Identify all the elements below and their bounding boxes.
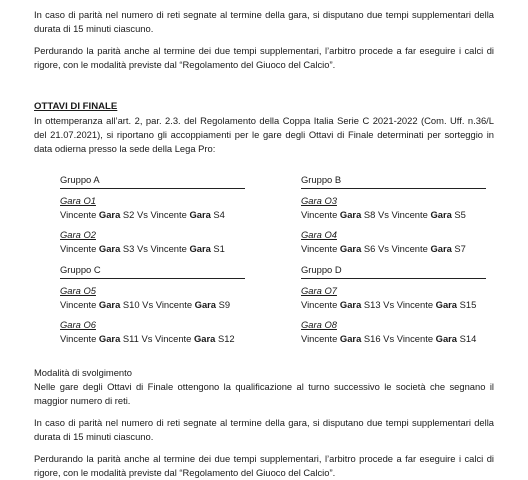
match-item (301, 318, 486, 346)
group-title: Gruppo D (301, 263, 486, 279)
match-item (60, 194, 245, 222)
match-code: Gara O7 (301, 285, 337, 296)
match-item (301, 194, 486, 222)
group-d (301, 263, 486, 352)
group-a (60, 173, 245, 262)
group-title: Gruppo A (60, 173, 245, 189)
match-code: Gara O1 (60, 195, 96, 206)
paragraph-tie-extra-time: In caso di parità nel numero di reti segnate al termine della gara, si disputano due tempi supplementari della durata di 15 minuti ciascuno. (34, 9, 494, 34)
match-pairing: Vincente Gara S16 Vs Vincente Gara S14 (301, 333, 477, 344)
section-intro: In ottemperanza all’art. 2, par. 2.3. del Regolamento della Coppa Italia Serie C 2021-2022 (Com. Uff. n.36/L del 21.07.2021), si riportano gli accoppiamenti per le gare degli Ottavi di Finale determinati per sorteggio in data odierna presso la sede della Lega Pro: (34, 115, 494, 154)
match-code: Gara O4 (301, 229, 337, 240)
match-pairing: Vincente Gara S10 Vs Vincente Gara S9 (60, 299, 231, 310)
match-code: Gara O6 (60, 319, 96, 330)
match-pairing: Vincente Gara S2 Vs Vincente Gara S4 (60, 209, 225, 220)
match-code: Gara O2 (60, 229, 96, 240)
match-item (301, 284, 486, 312)
match-code: Gara O8 (301, 319, 337, 330)
match-pairing: Vincente Gara S11 Vs Vincente Gara S12 (60, 333, 235, 344)
match-item (60, 228, 245, 256)
group-b (301, 173, 486, 262)
modalita-paragraph-qualification: Nelle gare degli Ottavi di Finale ottengono la qualificazione al turno successivo le società che segnano il maggior numero di reti. (34, 381, 494, 406)
section-heading: OTTAVI DI FINALE (34, 101, 118, 112)
group-title: Gruppo C (60, 263, 245, 279)
modalita-title: Modalità di svolgimento (34, 367, 132, 378)
match-pairing: Vincente Gara S13 Vs Vincente Gara S15 (301, 299, 477, 310)
match-item (301, 228, 486, 256)
group-title: Gruppo B (301, 173, 486, 189)
match-item (60, 284, 245, 312)
match-pairing: Vincente Gara S6 Vs Vincente Gara S7 (301, 243, 466, 254)
modalita-paragraph-extra-time: In caso di parità nel numero di reti segnate al termine della gara, si disputano due tempi supplementari della durata di 15 minuti ciascuno. (34, 417, 494, 442)
match-code: Gara O5 (60, 285, 96, 296)
paragraph-tie-penalties: Perdurando la parità anche al termine dei due tempi supplementari, l’arbitro procede a far eseguire i calci di rigore, con le modalità previste dal “Regolamento del Giuoco del Calcio”. (34, 45, 494, 70)
group-c (60, 263, 245, 352)
match-code: Gara O3 (301, 195, 337, 206)
match-pairing: Vincente Gara S8 Vs Vincente Gara S5 (301, 209, 466, 220)
match-pairing: Vincente Gara S3 Vs Vincente Gara S1 (60, 243, 225, 254)
match-item (60, 318, 245, 346)
modalita-paragraph-penalties: Perdurando la parità anche al termine dei due tempi supplementari, l’arbitro procede a far eseguire i calci di rigore, con le modalità previste dal “Regolamento del Giuoco del Calcio”. (34, 453, 494, 478)
